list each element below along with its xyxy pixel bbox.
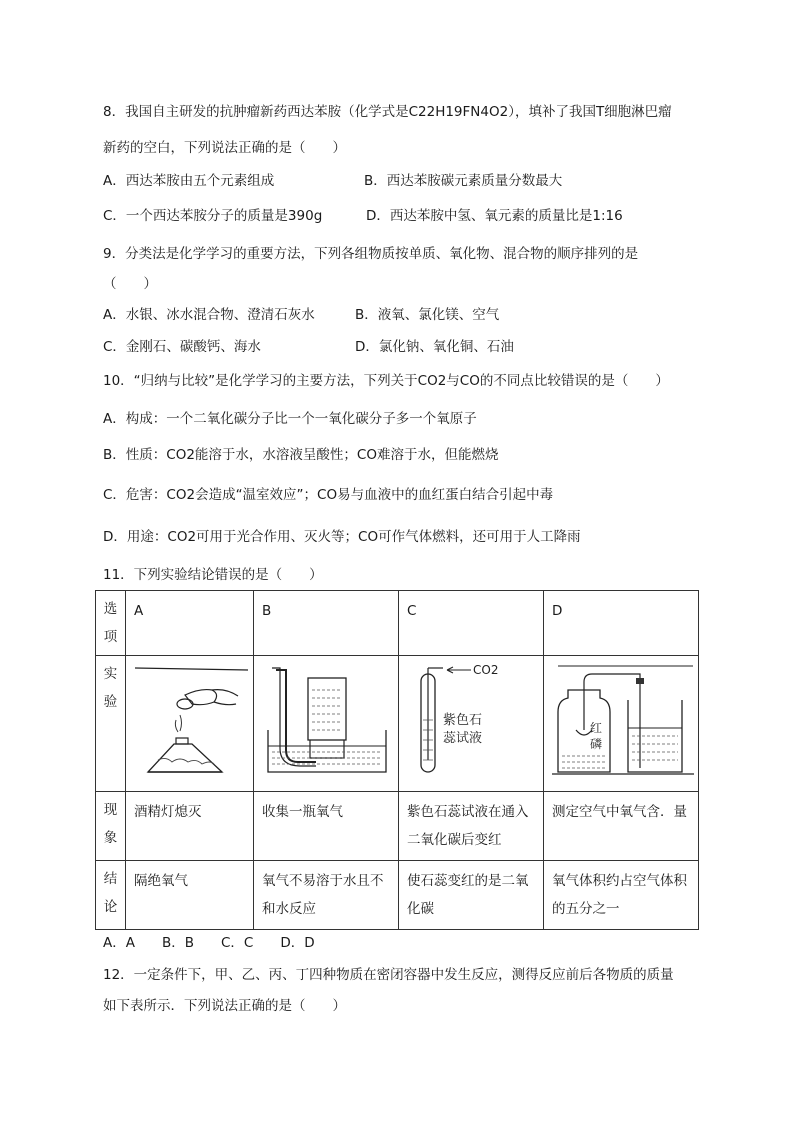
q9-option-b: B．液氧、氯化镁、空气 xyxy=(355,307,500,323)
co2-label: CO2 xyxy=(473,663,499,677)
q9-stem-line2: （ ） xyxy=(103,276,157,292)
row-label-option: 选项 xyxy=(96,591,126,656)
q10-option-d: D．用途：CO2可用于光合作用、灭火等；CO可作气体燃料，还可用于人工降雨 xyxy=(103,529,581,545)
q10-stem: 10．“归纳与比较”是化学学习的主要方法，下列关于CO2与CO的不同点比较错误的是（ ） xyxy=(103,373,669,389)
column-header-b: B xyxy=(254,591,399,656)
alcohol-lamp-figure xyxy=(130,660,250,785)
q12-stem-line2: 如下表所示．下列说法正确的是（ ） xyxy=(103,998,346,1014)
column-header-d: D xyxy=(544,591,699,656)
q9-option-a: A．水银、冰水混合物、澄清石灰水 xyxy=(103,307,315,323)
q8-option-b: B．西达苯胺碳元素质量分数最大 xyxy=(364,173,563,189)
phenomenon-b: 收集一瓶氧气 xyxy=(254,792,399,861)
q11-answer-options: A．A B．B C．C D．D xyxy=(103,935,315,951)
litmus-label-2: 蕊试液 xyxy=(443,731,483,746)
litmus-label-1: 紫色石 xyxy=(443,713,483,728)
experiment-table xyxy=(95,590,699,930)
q9-stem-line1: 9．分类法是化学学习的重要方法，下列各组物质按单质、氧化物、混合物的顺序排列的是 xyxy=(103,246,639,262)
q9-option-d: D．氯化钠、氧化铜、石油 xyxy=(355,339,514,355)
q8-stem-line2: 新药的空白，下列说法正确的是（ ） xyxy=(103,140,346,156)
phenomenon-d: 测定空气中氧气含．量 xyxy=(544,792,699,861)
row-label-phenomenon: 现象 xyxy=(96,792,126,861)
conclusion-d: 氧气体积约占空气体积的五分之一 xyxy=(544,861,699,930)
gas-collection-figure xyxy=(258,660,395,785)
phosphorus-label-2: 磷 xyxy=(590,737,603,751)
litmus-test-figure xyxy=(403,660,540,785)
conclusion-c: 使石蕊变红的是二氧化碳 xyxy=(399,861,544,930)
q12-stem-line1: 12．一定条件下，甲、乙、丙、丁四种物质在密闭容器中发生反应，测得反应前后各物质的质量 xyxy=(103,967,674,983)
q10-option-a: A．构成：一个二氧化碳分子比一个一氧化碳分子多一个氧原子 xyxy=(103,411,477,427)
q10-option-c: C．危害：CO2会造成“温室效应”；CO易与血液中的血红蛋白结合引起中毒 xyxy=(103,487,554,503)
q8-option-c: C．一个西达苯胺分子的质量是390g xyxy=(103,208,323,224)
figure-a-cell xyxy=(126,656,254,792)
q8-stem-line1: 8．我国自主研发的抗肿瘤新药西达苯胺（化学式是C22H19FN4O2），填补了我国T细胞淋巴瘤 xyxy=(103,104,672,120)
row-label-conclusion: 结论 xyxy=(96,861,126,930)
q8-option-d: D．西达苯胺中氢、氧元素的质量比是1:16 xyxy=(366,208,623,224)
oxygen-measurement-figure xyxy=(548,660,695,785)
figure-c-cell xyxy=(399,656,544,792)
phenomenon-a: 酒精灯熄灭 xyxy=(126,792,254,861)
conclusion-a: 隔绝氧气 xyxy=(126,861,254,930)
row-label-experiment: 实验 xyxy=(96,656,126,792)
column-header-a: A xyxy=(126,591,254,656)
column-header-c: C xyxy=(399,591,544,656)
q11-stem: 11．下列实验结论错误的是（ ） xyxy=(103,567,323,583)
q8-option-a: A．西达苯胺由五个元素组成 xyxy=(103,173,275,189)
conclusion-b: 氧气不易溶于水且不和水反应 xyxy=(254,861,399,930)
figure-b-cell xyxy=(254,656,399,792)
q9-option-c: C．金刚石、碳酸钙、海水 xyxy=(103,339,261,355)
figure-d-cell xyxy=(544,656,699,792)
q10-option-b: B．性质：CO2能溶于水，水溶液呈酸性；CO难溶于水，但能燃烧 xyxy=(103,447,499,463)
phenomenon-c: 紫色石蕊试液在通入二氧化碳后变红 xyxy=(399,792,544,861)
phosphorus-label-1: 红 xyxy=(590,721,603,735)
